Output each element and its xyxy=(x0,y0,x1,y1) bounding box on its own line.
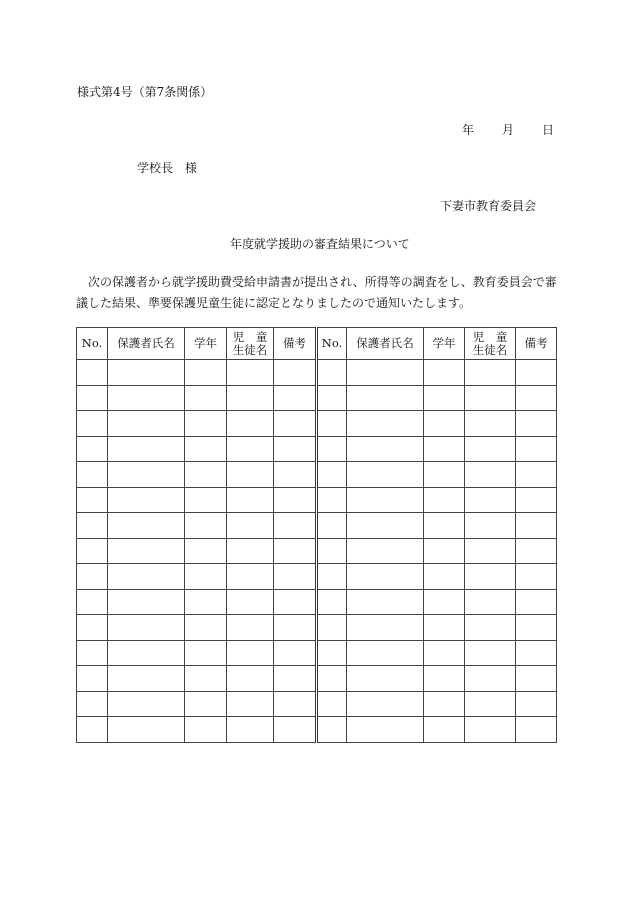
table-cell[interactable] xyxy=(465,513,516,539)
date-month-label: 月 xyxy=(502,123,515,137)
table-cell[interactable] xyxy=(185,487,227,513)
table-cell[interactable] xyxy=(516,717,557,743)
table-cell[interactable] xyxy=(465,666,516,692)
table-cell[interactable] xyxy=(77,564,108,590)
table-cell[interactable] xyxy=(317,666,347,692)
table-cell[interactable] xyxy=(185,360,227,386)
form-number: 様式第4号（第7条関係） xyxy=(77,85,213,99)
table-cell[interactable] xyxy=(424,691,465,717)
table-cell[interactable] xyxy=(347,513,424,539)
table-cell[interactable] xyxy=(77,411,108,437)
table-cell[interactable] xyxy=(424,615,465,641)
table-cell[interactable] xyxy=(77,462,108,488)
table-cell[interactable] xyxy=(274,640,317,666)
header-student-name xyxy=(227,328,274,360)
table-cell[interactable] xyxy=(227,564,274,590)
table-cell[interactable] xyxy=(185,538,227,564)
table-cell[interactable] xyxy=(347,615,424,641)
table-cell[interactable] xyxy=(77,615,108,641)
table-cell[interactable] xyxy=(317,462,347,488)
table-row xyxy=(77,691,557,717)
issuer: 下妻市教育委員会 xyxy=(440,199,537,213)
table-cell[interactable] xyxy=(424,640,465,666)
table-cell[interactable] xyxy=(424,538,465,564)
table-cell[interactable] xyxy=(465,487,516,513)
table-cell[interactable] xyxy=(77,589,108,615)
table-cell[interactable] xyxy=(516,589,557,615)
table-cell[interactable] xyxy=(185,564,227,590)
table-cell[interactable] xyxy=(347,666,424,692)
table-cell[interactable] xyxy=(227,691,274,717)
table-cell[interactable] xyxy=(227,385,274,411)
table-cell[interactable] xyxy=(347,691,424,717)
table-cell[interactable] xyxy=(185,513,227,539)
table-cell[interactable] xyxy=(108,487,185,513)
table-cell[interactable] xyxy=(77,513,108,539)
table-row xyxy=(77,513,557,539)
table-cell[interactable] xyxy=(516,564,557,590)
table-cell[interactable] xyxy=(274,411,317,437)
table-cell[interactable] xyxy=(347,487,424,513)
table-cell[interactable] xyxy=(77,487,108,513)
table-cell[interactable] xyxy=(465,717,516,743)
document-title: 年度就学援助の審査結果について xyxy=(230,237,410,251)
table-cell[interactable] xyxy=(465,691,516,717)
table-cell[interactable] xyxy=(77,436,108,462)
table-cell[interactable] xyxy=(274,615,317,641)
table-cell[interactable] xyxy=(465,462,516,488)
table-cell[interactable] xyxy=(108,360,185,386)
table-cell[interactable] xyxy=(347,360,424,386)
table-cell[interactable] xyxy=(347,640,424,666)
header-remarks-2: 備考 xyxy=(516,328,557,360)
table-cell[interactable] xyxy=(274,385,317,411)
table-cell[interactable] xyxy=(317,385,347,411)
table-cell[interactable] xyxy=(516,691,557,717)
table-cell[interactable] xyxy=(424,487,465,513)
table-cell[interactable] xyxy=(465,360,516,386)
table-row xyxy=(77,436,557,462)
table-cell[interactable] xyxy=(77,385,108,411)
header-grade-2: 学年 xyxy=(424,328,465,360)
table-cell[interactable] xyxy=(516,411,557,437)
table-cell[interactable] xyxy=(274,487,317,513)
table-cell[interactable] xyxy=(227,615,274,641)
table-row xyxy=(77,717,557,743)
table-cell[interactable] xyxy=(424,666,465,692)
header-student-name-line2-2: 生徒名 xyxy=(472,342,508,357)
table-cell[interactable] xyxy=(77,360,108,386)
table-cell[interactable] xyxy=(108,385,185,411)
table-cell[interactable] xyxy=(274,538,317,564)
table-cell[interactable] xyxy=(77,717,108,743)
table-cell[interactable] xyxy=(317,436,347,462)
table-cell[interactable] xyxy=(274,564,317,590)
table-cell[interactable] xyxy=(274,462,317,488)
table-cell[interactable] xyxy=(185,691,227,717)
table-cell[interactable] xyxy=(227,487,274,513)
table-cell[interactable] xyxy=(108,691,185,717)
date-year-label: 年 xyxy=(462,123,475,137)
table-cell[interactable] xyxy=(227,666,274,692)
table-cell[interactable] xyxy=(317,513,347,539)
table-cell[interactable] xyxy=(77,666,108,692)
table-cell[interactable] xyxy=(108,717,185,743)
table-cell[interactable] xyxy=(424,564,465,590)
header-student-name-line1-2: 児 童 xyxy=(472,329,508,344)
table-cell[interactable] xyxy=(77,691,108,717)
table-cell[interactable] xyxy=(516,615,557,641)
table-cell[interactable] xyxy=(317,360,347,386)
table-cell[interactable] xyxy=(516,385,557,411)
table-cell[interactable] xyxy=(347,589,424,615)
table-cell[interactable] xyxy=(424,436,465,462)
addressee: 学校長 様 xyxy=(137,161,198,175)
table-cell[interactable] xyxy=(77,538,108,564)
table-cell[interactable] xyxy=(317,564,347,590)
table-cell[interactable] xyxy=(347,411,424,437)
header-guardian-name-2: 保護者氏名 xyxy=(347,328,424,360)
table-row xyxy=(77,615,557,641)
table-cell[interactable] xyxy=(185,411,227,437)
table-cell[interactable] xyxy=(227,360,274,386)
table-row xyxy=(77,640,557,666)
table-cell[interactable] xyxy=(108,640,185,666)
table-row xyxy=(77,666,557,692)
table-cell[interactable] xyxy=(516,436,557,462)
table-cell[interactable] xyxy=(317,615,347,641)
table-cell[interactable] xyxy=(465,436,516,462)
table-row xyxy=(77,589,557,615)
date-line xyxy=(462,124,554,136)
table-cell[interactable] xyxy=(465,640,516,666)
table-cell[interactable] xyxy=(347,385,424,411)
table-cell[interactable] xyxy=(516,666,557,692)
table-row xyxy=(77,411,557,437)
table-cell[interactable] xyxy=(108,589,185,615)
table-cell[interactable] xyxy=(516,513,557,539)
table-cell[interactable] xyxy=(516,462,557,488)
table-header-row xyxy=(77,328,557,360)
table-cell[interactable] xyxy=(347,564,424,590)
table-cell[interactable] xyxy=(465,589,516,615)
table-cell[interactable] xyxy=(274,436,317,462)
table-cell[interactable] xyxy=(185,589,227,615)
table-cell[interactable] xyxy=(465,411,516,437)
header-no: No. xyxy=(77,328,108,360)
table-cell[interactable] xyxy=(227,589,274,615)
table-cell[interactable] xyxy=(424,513,465,539)
header-student-name-2 xyxy=(465,328,516,360)
table-cell[interactable] xyxy=(317,640,347,666)
table-row xyxy=(77,385,557,411)
table-cell[interactable] xyxy=(274,360,317,386)
table-cell[interactable] xyxy=(465,538,516,564)
result-table xyxy=(76,327,557,743)
table-cell[interactable] xyxy=(227,640,274,666)
table-cell[interactable] xyxy=(185,666,227,692)
table-cell[interactable] xyxy=(227,436,274,462)
table-cell[interactable] xyxy=(274,666,317,692)
table-cell[interactable] xyxy=(108,615,185,641)
date-day-label: 日 xyxy=(542,123,555,137)
table-cell[interactable] xyxy=(317,691,347,717)
table-cell[interactable] xyxy=(108,513,185,539)
table-cell[interactable] xyxy=(347,717,424,743)
table-cell[interactable] xyxy=(347,436,424,462)
table-cell[interactable] xyxy=(185,462,227,488)
table-cell[interactable] xyxy=(108,411,185,437)
table-cell[interactable] xyxy=(424,360,465,386)
table-cell[interactable] xyxy=(516,640,557,666)
table-row xyxy=(77,487,557,513)
table-cell[interactable] xyxy=(516,538,557,564)
table-cell[interactable] xyxy=(227,538,274,564)
table-cell[interactable] xyxy=(516,360,557,386)
header-student-name-line1: 児 童 xyxy=(232,329,268,344)
table-cell[interactable] xyxy=(424,411,465,437)
table-cell[interactable] xyxy=(424,385,465,411)
table-cell[interactable] xyxy=(227,411,274,437)
header-grade: 学年 xyxy=(185,328,227,360)
table-cell[interactable] xyxy=(424,462,465,488)
table-cell[interactable] xyxy=(77,640,108,666)
table-cell[interactable] xyxy=(227,513,274,539)
table-row xyxy=(77,360,557,386)
table-body xyxy=(77,360,557,743)
table-cell[interactable] xyxy=(424,589,465,615)
table-cell[interactable] xyxy=(108,564,185,590)
table-cell[interactable] xyxy=(108,666,185,692)
table-cell[interactable] xyxy=(185,717,227,743)
table-cell[interactable] xyxy=(516,487,557,513)
table-cell[interactable] xyxy=(317,487,347,513)
table-cell[interactable] xyxy=(185,436,227,462)
table-cell[interactable] xyxy=(274,513,317,539)
header-no-2: No. xyxy=(317,328,347,360)
table-cell[interactable] xyxy=(108,462,185,488)
table-cell[interactable] xyxy=(317,717,347,743)
table-cell[interactable] xyxy=(108,538,185,564)
table-cell[interactable] xyxy=(465,615,516,641)
table-cell[interactable] xyxy=(185,640,227,666)
table-cell[interactable] xyxy=(424,717,465,743)
table-cell[interactable] xyxy=(317,589,347,615)
table-row xyxy=(77,564,557,590)
table-cell[interactable] xyxy=(465,385,516,411)
table-cell[interactable] xyxy=(465,564,516,590)
table-cell[interactable] xyxy=(108,436,185,462)
table-cell[interactable] xyxy=(347,462,424,488)
header-remarks: 備考 xyxy=(274,328,317,360)
table-cell[interactable] xyxy=(227,717,274,743)
table-cell[interactable] xyxy=(227,462,274,488)
table-cell[interactable] xyxy=(347,538,424,564)
table-cell[interactable] xyxy=(317,411,347,437)
header-guardian-name: 保護者氏名 xyxy=(108,328,185,360)
body-paragraph: 次の保護者から就学援助費受給申請書が提出され、所得等の調査をし、教育委員会で審議した結果、準要保護児童生徒に認定となりましたので通知いたします。 xyxy=(76,275,557,310)
table-cell[interactable] xyxy=(274,589,317,615)
table-cell[interactable] xyxy=(274,691,317,717)
table-cell[interactable] xyxy=(274,717,317,743)
table-cell[interactable] xyxy=(317,538,347,564)
header-student-name-line2: 生徒名 xyxy=(232,342,268,357)
table-row xyxy=(77,538,557,564)
table-cell[interactable] xyxy=(185,615,227,641)
table-row xyxy=(77,462,557,488)
table-cell[interactable] xyxy=(185,385,227,411)
